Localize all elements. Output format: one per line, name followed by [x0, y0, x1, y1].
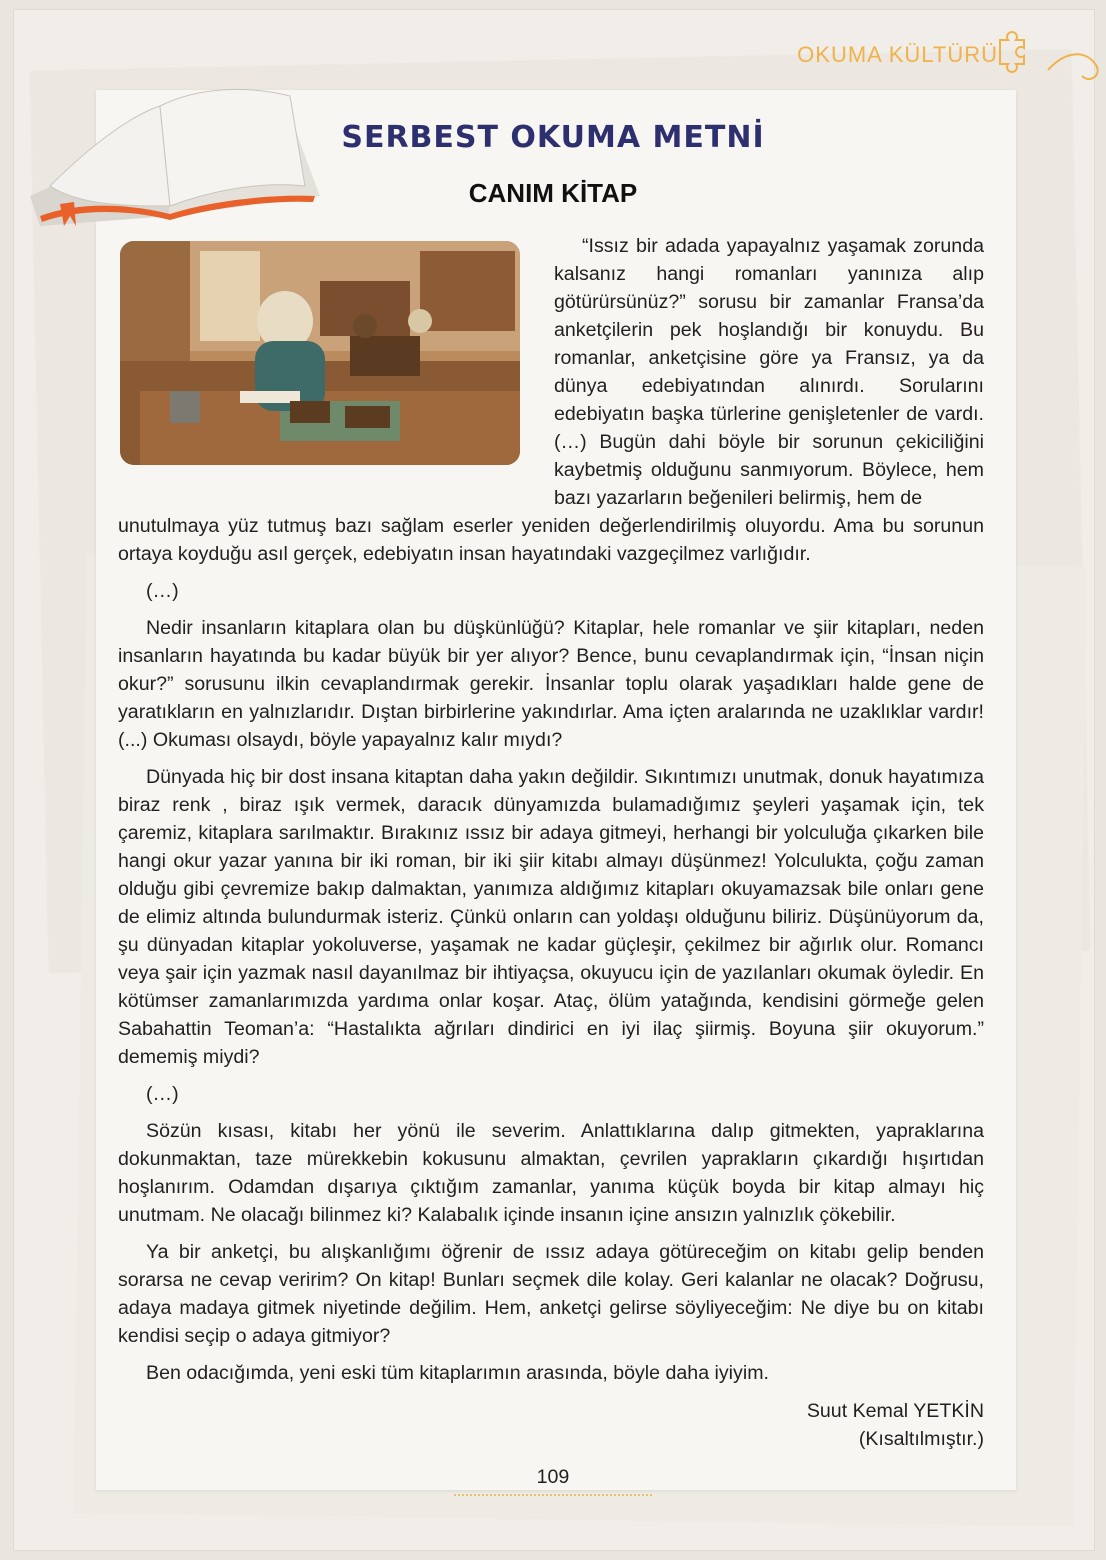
author-name: Suut Kemal YETKİN	[806, 1400, 984, 1422]
page-number: 109	[536, 1466, 570, 1488]
ellipsis: (…)	[146, 580, 179, 602]
page-title: SERBEST OKUMA METNİ	[341, 120, 765, 155]
abridged-note: (Kısaltılmıştır.)	[858, 1428, 984, 1450]
author-block	[807, 1397, 984, 1453]
body-paragraph: Dünyada hiç bir dost insana kitaptan daha yakın değildir. Sıkıntımızı unutmak, donuk hayatımıza biraz renk , biraz ışık vermek, daracık dünyamızda bulamadığımız şeyleri yaşamak için, tek çaremiz, kitaplara sarılmaktır. Bırakınız ıssız bir adaya gitmeyi, herhangi bir yolculuğa çıkarken bile hangi okur yazar yanına bir iki roman, bir iki şiir kitabı almayı düşünmez! Yolculukta, çoğu zaman olduğu gibi çevremize bakıp dalmaktan, yanımıza aldığımız kitapları okuyamazsak bile onları gene de elimiz altında bulundurmak isteriz. Çünkü onların can yoldaşı olduğunu biliriz. Düşünüyorum da, şu dünyadan kitaplar yokoluverse, yaşamak ne kadar güçleşir, çekilmez bir ağırlık olur. Romancı veya şair için yazmak nasıl dayanılmaz bir ihtiyaçsa, okuyucu için de yazılanları okumak öyledir. En kötümser zamanlarımızda yardıma onlar koşar. Ataç, ölüm yatağında, kendisini görmeğe gelen Sabahattin Teoman’a: “Hastalıkta ağrıları dindirici en iyi ilaç şiirmiş. Boyuna şiir okuyorum.” dememiş miydi?	[118, 766, 984, 1068]
section-tag: OKUMA KÜLTÜRÜ	[797, 42, 998, 67]
article-body	[118, 512, 984, 1387]
body-paragraph: Ya bir anketçi, bu alışkanlığımı öğrenir de ıssız adaya götüreceğim on kitabı gelip benden sorarsa ne cevap veririm? On kitap! Bunları seçmek dile kolay. Geri kalanlar ne olacak? Doğrusu, adaya madaya gitmek niyetinde değilim. Hem, anketçi gelirse söyliyeceğim: Ne diye bu on kitabı kendisi seçip o adaya gitmiyor?	[118, 1241, 984, 1347]
lead-text: “Issız bir adada yapayalnız yaşamak zorunda kalsanız hangi romanları yanınıza alıp götürürsünüz?” sorusu bir zamanlar Fransa’da anketçilerin pek hoşlandığı bir konuydu. Bu romanlar, anketçisine göre ya Fransız, ya da dünya edebiyatından alınırdı. Sorularını edebiyatın başka türlerine genişletenler de vardı. (…) Bugün dahi böyle bir sorunun çekiciliğini kaybetmiş olduğunu sanmıyorum. Böylece, hem bazı yazarların beğenileri belirmiş, hem de	[554, 235, 984, 509]
body-paragraph: Sözün kısası, kitabı her yönü ile severim. Anlattıklarına dalıp gitmekten, yapraklarına dokunmaktan, taze mürekkebin kokusunu almaktan, çevrilen yaprakların çıkardığı hışırtıdan hoşlanırım. Odamdan dışarıya çıktığım zamanlar, yanıma küçük boyda bir kitap almayı hiç unutmam. Ne olacağı bilinmez ki? Kalabalık içinde insanın içine ansızın yalnızlık çökebilir.	[118, 1120, 984, 1226]
library-illustration	[120, 241, 520, 465]
article-title: CANIM KİTAP	[468, 178, 638, 208]
lead-paragraph	[554, 232, 984, 512]
lead-continued: unutulmaya yüz tutmuş bazı sağlam eserler yeniden değerlendirilmiş oluyordu. Ama bu sorunun ortaya koyduğu asıl gerçek, edebiyatın insan hayatındaki vazgeçilmez varlığıdır.	[118, 515, 984, 565]
puzzle-icon	[990, 22, 1042, 74]
ellipsis: (…)	[146, 1083, 179, 1105]
body-paragraph: Ben odacığımda, yeni eski tüm kitaplarımın arasında, böyle daha iyiyim.	[146, 1362, 769, 1384]
body-paragraph: Nedir insanların kitaplara olan bu düşkünlüğü? Kitaplar, hele romanlar ve şiir kitapları, neden insanların hayatında bu kadar büyük bir yer alıyor? Bence, bunu cevaplandırmak için, “İnsan niçin okur?” sorusunu ilkin cevaplandırmak gerekir. İnsanlar toplu olarak yaşadıkları halde gene de yaratıkların en yalnızlarıdır. Dıştan birbirlerine yakındırlar. Ama içten aralarında ne uzaklıklar vardır! (...) Okuması olsaydı, böyle yapayalnız kalır mıydı?	[118, 617, 984, 751]
decorative-swirl	[1046, 40, 1106, 90]
page-number-underline	[454, 1494, 652, 1496]
